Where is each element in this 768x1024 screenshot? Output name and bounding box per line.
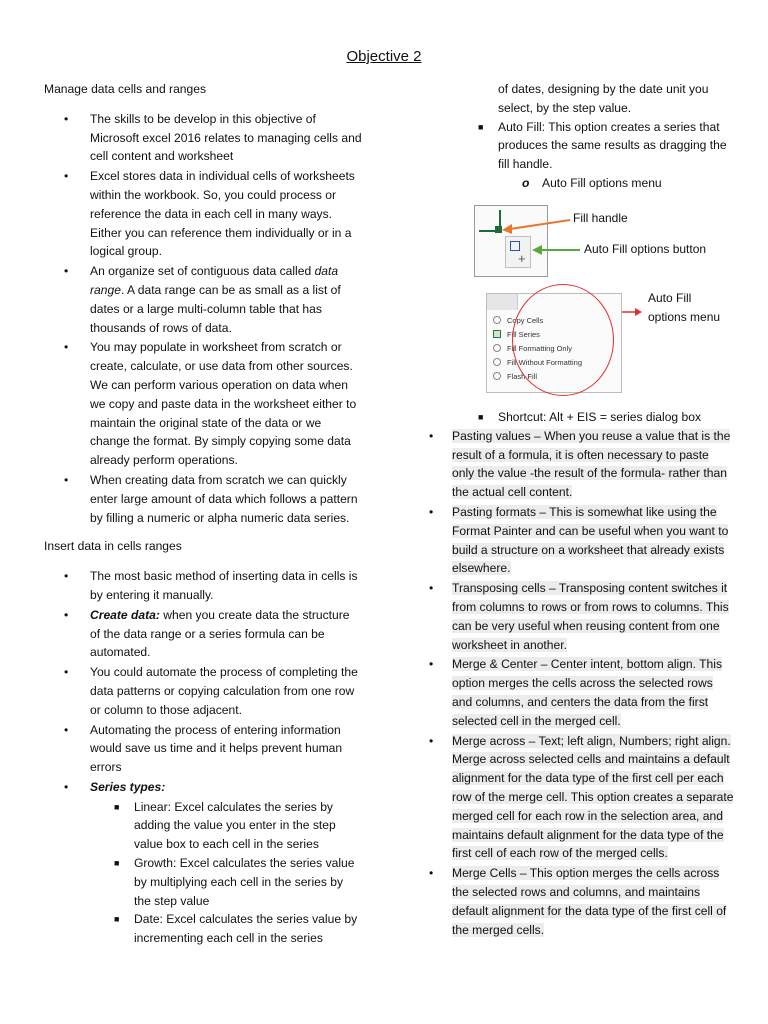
list-item: • Series types: <box>44 778 362 797</box>
arrowhead-red-icon <box>635 308 642 316</box>
bullet-icon: • <box>64 722 69 737</box>
label-af-menu-1: Auto Fill <box>648 291 692 305</box>
arrowhead-green-icon <box>532 245 542 255</box>
list-item: • Pasting formats – This is somewhat like using the Format Painter and can be useful when you want to build a structure on a worksheet that already exists elsewhere. <box>429 504 729 576</box>
list-item: • Merge & Center – Center intent, bottom align. This option merges the cells across the selected rows and columns, and centers the data from the first selected cell in the merged cell. <box>429 657 723 728</box>
label-af-menu-2: options menu <box>648 310 721 324</box>
list-item: • Create data: when you create data the structure of the data range or a series formula can be automated. <box>64 607 350 660</box>
radio-icon <box>493 358 501 366</box>
sub-list-item: ■ Growth: Excel calculates the series value by multiplying each cell in the series by the step value <box>114 856 355 908</box>
square-bullet-icon: ■ <box>478 412 484 422</box>
list-item: • An organize set of contiguous data called data range. A data range can be as small as a list of dates or a large multi-column table that has thousands of rows of data. <box>64 264 341 335</box>
bullet-icon: • <box>429 581 434 596</box>
menu-item-fill-series: Fill Series <box>493 330 540 340</box>
arrow-fill-handle <box>510 220 570 229</box>
bullet-icon: • <box>64 340 69 355</box>
radio-icon <box>493 330 501 338</box>
arrowhead-orange-icon <box>502 224 512 234</box>
radio-icon <box>493 372 501 380</box>
sub-sub-list-item: o Auto Fill options menu <box>424 174 734 193</box>
menu-item-fill-formatting: Fill Formatting Only <box>493 344 572 354</box>
sub-list-item: ■ Linear: Excel calculates the series by adding the value you enter in the step value box to each cell in the series <box>114 799 336 852</box>
list-item: • Pasting values – When you reuse a value that is the result of a formula, it is often necessary to paste only the value -the result of the formula- rather than the actual cell content. <box>429 428 731 500</box>
list-item: • When creating data from scratch we can quickly enter large amount of data which follows a pattern by filling a numeric or alpha numeric data series. <box>64 472 358 525</box>
label-af-button: Auto Fill options button <box>584 242 707 256</box>
square-bullet-icon: ■ <box>114 858 120 869</box>
bullet-icon: • <box>429 733 434 748</box>
square-bullet-icon: ■ <box>114 914 120 925</box>
section-heading-insert: Insert data in cells ranges <box>44 539 182 554</box>
list-item: • Merge Cells – This option merges the cells across the selected rows and columns, and maintains default alignment for the data type of the first cell of the merged cells. <box>429 866 727 937</box>
list-item: • You could automate the process of completing the data patterns or copying calculation from one row or column to those adjacent. <box>64 665 358 717</box>
highlight-circle <box>512 284 614 396</box>
bullet-icon: • <box>64 569 69 584</box>
plus-icon: + <box>518 251 526 266</box>
bullet-icon: • <box>429 428 434 443</box>
sub-list-item: ■ Auto Fill: This option creates a series that produces the same results as dragging the fill handle. <box>478 119 727 172</box>
date-continuation: of dates, designing by the date unit you select, by the step value. <box>498 82 709 115</box>
sub-list-item: ■ Date: Excel calculates the series value by incrementing each cell in the series <box>114 912 358 946</box>
menu-item-flash-fill: Flash Fill <box>493 372 537 382</box>
list-item: • You may populate in worksheet from scratch or create, calculate, or use data from other sources. We can perform various operation on data when we copy and paste data in the worksheet either to maintain the original state of the data or we change the format. By simply copying some data already perform operations. <box>64 340 357 468</box>
list-item: • Excel stores data in individual cells of worksheets within the workbook. So, you could process or reference the data in each cell in many ways. Either you can reference them individually or in a logical group. <box>64 169 355 259</box>
list-item: • The skills to be develop in this objective of Microsoft excel 2016 relates to managing cells and cell content and worksheet <box>64 111 362 164</box>
bullet-icon: • <box>64 264 69 279</box>
radio-icon <box>493 316 501 324</box>
menu-item-copy-cells: Copy Cells <box>493 316 543 326</box>
bullet-icon: • <box>64 111 69 126</box>
radio-icon <box>493 344 501 352</box>
menu-item-fill-without: Fill Without Formatting <box>493 358 582 368</box>
list-item: • Automating the process of entering information would save us time and it helps prevent human errors <box>64 722 343 775</box>
label-fill-handle: Fill handle <box>573 211 628 225</box>
circle-bullet-icon: o <box>522 175 530 190</box>
bullet-icon: • <box>64 779 69 794</box>
bullet-icon: • <box>64 169 69 184</box>
bullet-icon: • <box>64 665 69 680</box>
bullet-icon: • <box>429 866 434 881</box>
list-item: • Merge across – Text; left align, Numbers; right align. Merge across selected cells and maintains a default alignment for the data type of the first cell per each row of the merge cell. This option creates a separate merged cell for each row in the selection area, and maintains default alignment for the data type of the first cell of each row of the merged cells. <box>429 733 734 861</box>
list-item: • Transposing cells – Transposing content switches it from columns to rows or from rows to columns. This can be very useful when reusing content from one worksheet in another. <box>429 581 729 652</box>
list-item: • The most basic method of inserting data in cells is by entering it manually. <box>64 569 358 602</box>
square-bullet-icon: ■ <box>478 121 484 132</box>
right-column-lower <box>424 408 734 940</box>
menu-button <box>487 294 518 310</box>
bullet-icon: • <box>429 657 434 672</box>
bullet-icon: • <box>429 504 434 519</box>
bullet-icon: • <box>64 607 69 622</box>
section-heading-manage: Manage data cells and ranges <box>44 82 207 96</box>
square-bullet-icon: ■ <box>114 801 120 812</box>
page-title: Objective 2 <box>346 48 422 65</box>
bullet-icon: • <box>64 472 69 487</box>
sub-list-item: ■ Shortcut: Alt + EIS = series dialog box <box>424 408 734 427</box>
